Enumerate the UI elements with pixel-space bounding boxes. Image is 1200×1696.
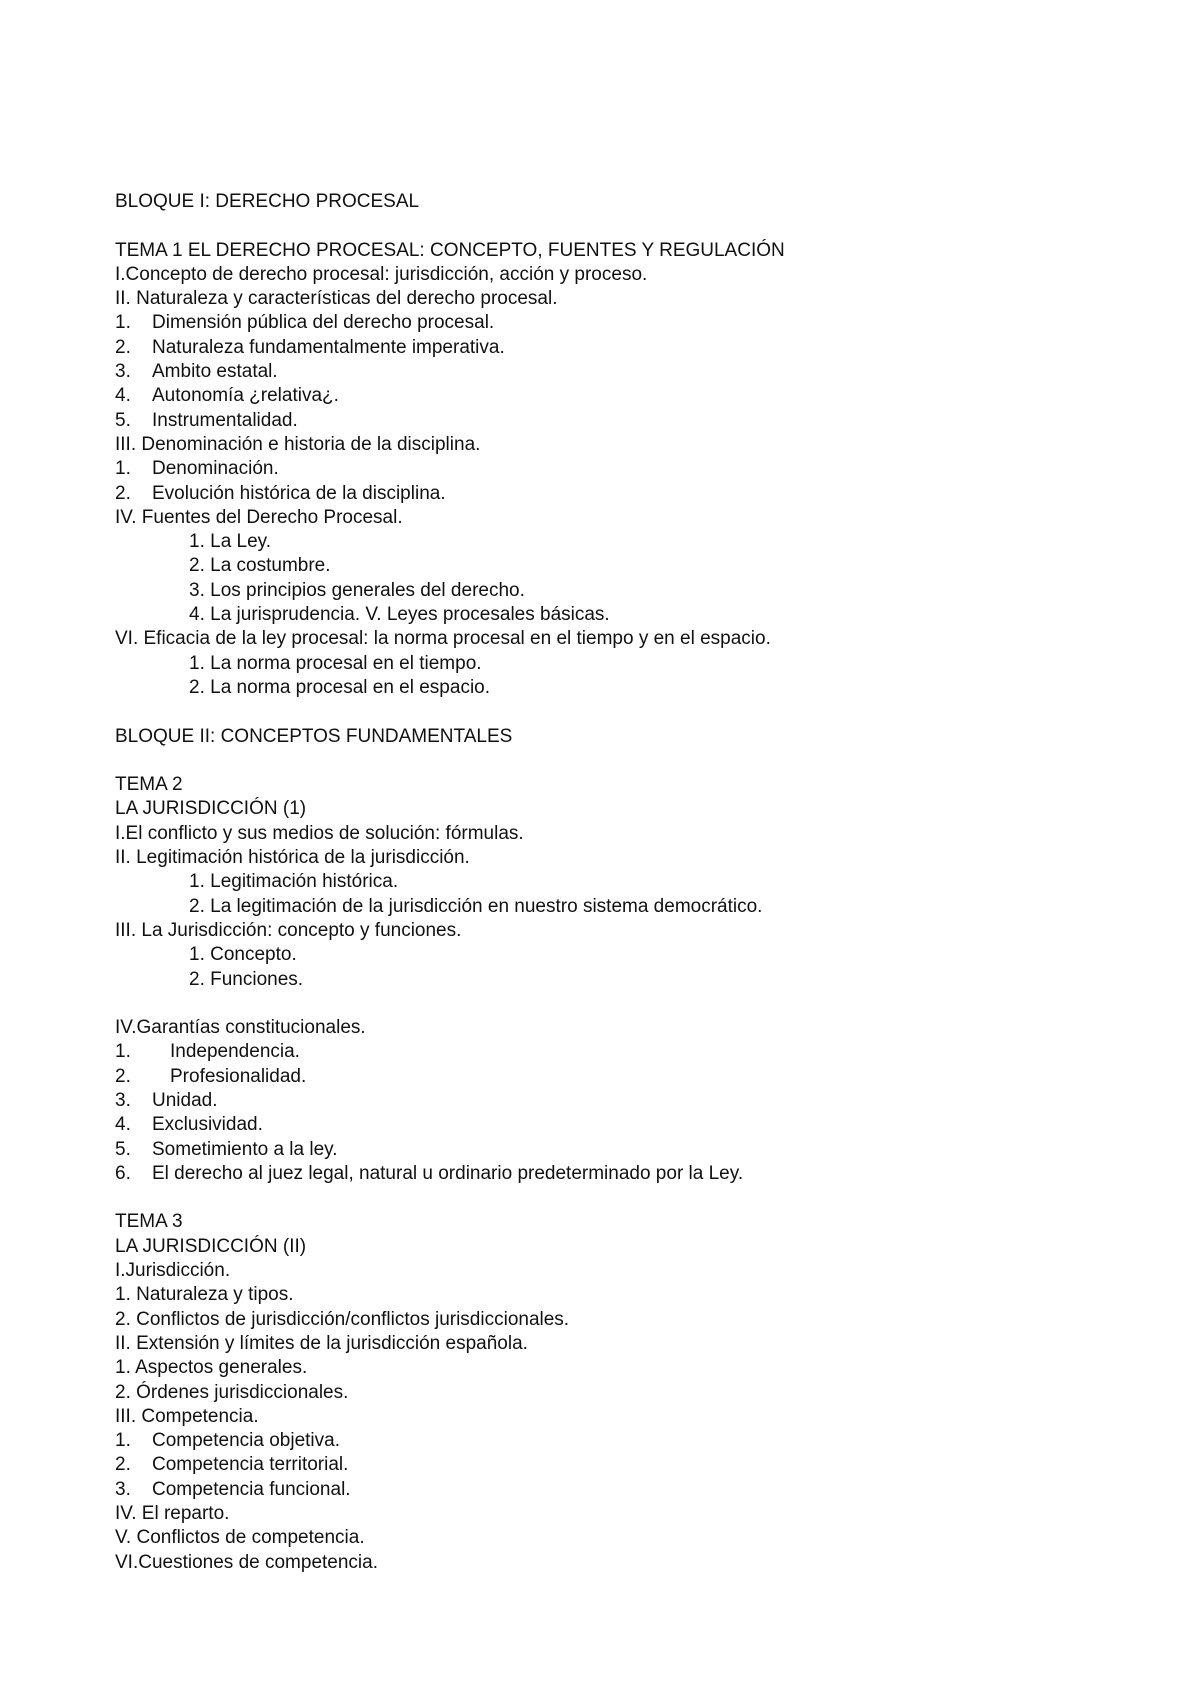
spacer (115, 1186, 1115, 1210)
tema3-section-4: IV. El reparto. (115, 1503, 230, 1525)
list-item: 3. Ambito estatal. (115, 361, 278, 383)
list-item: 4. Exclusividad. (115, 1114, 263, 1136)
list-item: 2. Competencia territorial. (115, 1454, 349, 1476)
bloque2-title: BLOQUE II: CONCEPTOS FUNDAMENTALES (115, 725, 513, 747)
tema3-label: TEMA 3 (115, 1211, 183, 1233)
tema3-section-5: V. Conflictos de competencia. (115, 1527, 365, 1549)
list-item: 5. Instrumentalidad. (115, 409, 298, 431)
list-item: 5. Sometimiento a la ley. (115, 1138, 338, 1160)
list-item: 1. La norma procesal en el tiempo. (189, 652, 482, 674)
tema1-section-4: IV. Fuentes del Derecho Procesal. (115, 506, 403, 528)
document-body (115, 190, 1115, 1575)
list-item: 1. Naturaleza y tipos. (115, 1284, 294, 1306)
spacer (115, 749, 1115, 773)
tema1-section-6: VI. Eficacia de la ley procesal: la norma procesal en el tiempo y en el espacio. (115, 628, 771, 650)
list-item: 1. Denominación. (115, 458, 279, 480)
spacer (115, 992, 1115, 1016)
tema1-title: TEMA 1 EL DERECHO PROCESAL: CONCEPTO, FUENTES Y REGULACIÓN (115, 239, 785, 261)
list-item: 1. Independencia. (115, 1041, 300, 1063)
tema1-section-2: II. Naturaleza y características del derecho procesal. (115, 288, 558, 310)
list-item: 4. La jurisprudencia. V. Leyes procesales básicas. (189, 604, 610, 626)
tema3-section-3: III. Competencia. (115, 1405, 259, 1427)
list-item: 2. Profesionalidad. (115, 1065, 307, 1087)
list-item: 3. Los principios generales del derecho. (189, 579, 525, 601)
bloque1-title: BLOQUE I: DERECHO PROCESAL (115, 191, 420, 212)
tema1-section-1: I.Concepto de derecho procesal: jurisdicción, acción y proceso. (115, 263, 648, 285)
list-item: 2. Naturaleza fundamentalmente imperativa. (115, 336, 505, 358)
list-item: 2. La costumbre. (189, 555, 331, 577)
tema3-section-1: I.Jurisdicción. (115, 1260, 231, 1282)
tema2-section-3: III. La Jurisdicción: concepto y funciones. (115, 919, 462, 941)
tema2-section-4: IV.Garantías constitucionales. (115, 1017, 366, 1039)
list-item: 2. Órdenes jurisdiccionales. (115, 1381, 349, 1403)
tema2-section-2: II. Legitimación histórica de la jurisdicción. (115, 847, 470, 869)
tema3-title: LA JURISDICCIÓN (II) (115, 1235, 307, 1257)
list-item: 2. Conflictos de jurisdicción/conflictos jurisdiccionales. (115, 1308, 570, 1330)
list-item: 1. Concepto. (189, 944, 297, 966)
list-item: 4. Autonomía ¿relativa¿. (115, 385, 339, 407)
list-item: 3. Competencia funcional. (115, 1478, 351, 1500)
tema2-section-1: I.El conflicto y sus medios de solución: fórmulas. (115, 822, 524, 844)
list-item: 1. Aspectos generales. (115, 1357, 308, 1379)
tema3-section-2: II. Extensión y límites de la jurisdicción española. (115, 1332, 528, 1354)
list-item: 1. Legitimación histórica. (189, 871, 399, 893)
tema1-section-3: III. Denominación e historia de la disciplina. (115, 433, 481, 455)
list-item: 2. Evolución histórica de la disciplina. (115, 482, 446, 504)
list-item: 2. Funciones. (189, 968, 304, 990)
list-item: 1. La Ley. (189, 531, 272, 553)
spacer (115, 214, 1115, 238)
tema2-label: TEMA 2 (115, 774, 183, 796)
tema2-title: LA JURISDICCIÓN (1) (115, 798, 307, 820)
list-item: 2. La legitimación de la jurisdicción en nuestro sistema democrático. (189, 895, 763, 917)
list-item: 1. Competencia objetiva. (115, 1430, 340, 1452)
list-item: 1. Dimensión pública del derecho procesal. (115, 312, 495, 334)
list-item: 6. El derecho al juez legal, natural u ordinario predeterminado por la Ley. (115, 1162, 744, 1184)
list-item: 3. Unidad. (115, 1089, 218, 1111)
tema3-section-6: VI.Cuestiones de competencia. (115, 1551, 378, 1573)
spacer (115, 700, 1115, 724)
list-item: 2. La norma procesal en el espacio. (189, 676, 491, 698)
